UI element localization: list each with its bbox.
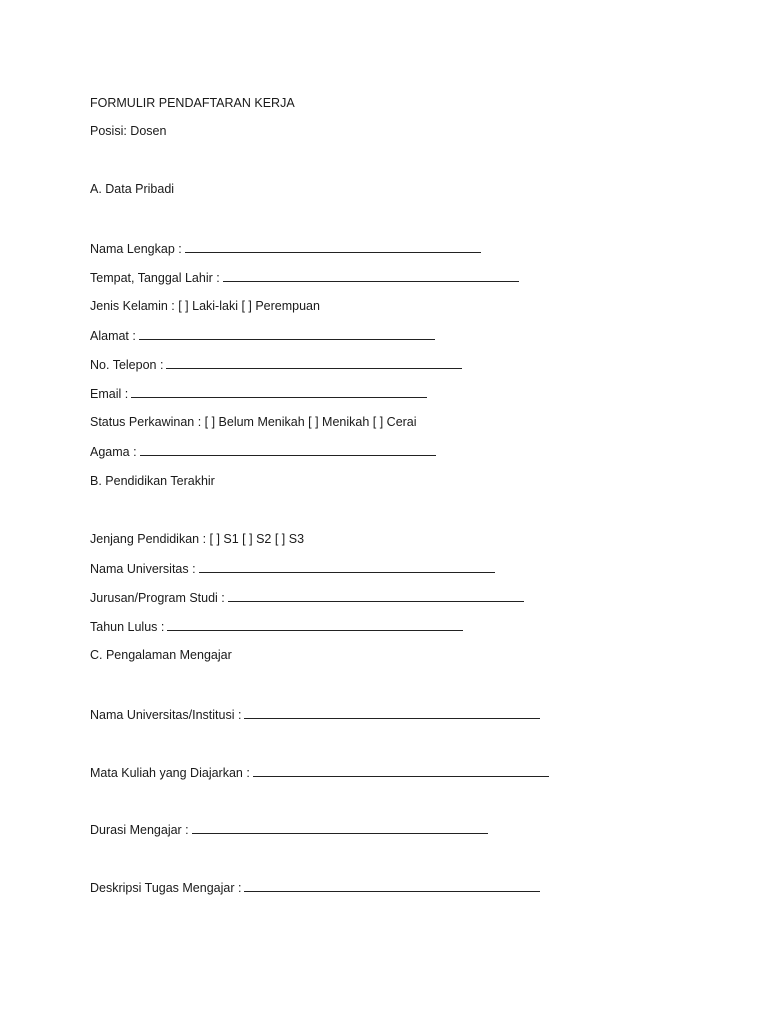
phone-blank[interactable] [166, 356, 462, 369]
grad-year-label: Tahun Lulus : [90, 620, 165, 634]
position-line: Posisi: Dosen [90, 124, 167, 138]
email-label: Email : [90, 387, 129, 401]
institution-row [90, 706, 540, 723]
courses-blank[interactable] [253, 764, 549, 777]
description-label: Deskripsi Tugas Mengajar : [90, 881, 242, 895]
grad-year-row [90, 618, 463, 635]
section-b-heading: B. Pendidikan Terakhir [90, 474, 215, 488]
religion-blank[interactable] [140, 443, 436, 456]
full-name-label: Nama Lengkap : [90, 242, 182, 256]
email-blank[interactable] [131, 385, 427, 398]
address-row [90, 327, 435, 344]
institution-label: Nama Universitas/Institusi : [90, 708, 242, 722]
university-row [90, 560, 495, 577]
major-row [90, 589, 524, 606]
duration-blank[interactable] [192, 821, 488, 834]
phone-label: No. Telepon : [90, 358, 164, 372]
birth-row [90, 269, 519, 286]
marital-row: Status Perkawinan : [ ] Belum Menikah [ ] Menikah [ ] Cerai [90, 415, 417, 429]
university-blank[interactable] [199, 560, 495, 573]
institution-blank[interactable] [244, 706, 540, 719]
courses-label: Mata Kuliah yang Diajarkan : [90, 766, 250, 780]
description-row [90, 879, 540, 896]
phone-row [90, 356, 462, 373]
level-row: Jenjang Pendidikan : [ ] S1 [ ] S2 [ ] S3 [90, 532, 305, 546]
form-title: FORMULIR PENDAFTARAN KERJA [90, 96, 295, 110]
religion-row [90, 443, 436, 460]
duration-label: Durasi Mengajar : [90, 823, 189, 837]
email-row [90, 385, 427, 402]
gender-row: Jenis Kelamin : [ ] Laki-laki [ ] Perempuan [90, 299, 320, 313]
section-a-heading: A. Data Pribadi [90, 182, 175, 196]
major-blank[interactable] [228, 589, 524, 602]
full-name-row [90, 240, 481, 257]
section-c-heading: C. Pengalaman Mengajar [90, 648, 232, 662]
address-label: Alamat : [90, 329, 136, 343]
description-blank[interactable] [244, 879, 540, 892]
birth-label: Tempat, Tanggal Lahir : [90, 271, 220, 285]
grad-year-blank[interactable] [167, 618, 463, 631]
address-blank[interactable] [139, 327, 435, 340]
university-label: Nama Universitas : [90, 562, 196, 576]
religion-label: Agama : [90, 445, 137, 459]
courses-row [90, 764, 549, 781]
full-name-blank[interactable] [185, 240, 481, 253]
duration-row [90, 821, 488, 838]
birth-blank[interactable] [223, 269, 519, 282]
major-label: Jurusan/Program Studi : [90, 591, 225, 605]
